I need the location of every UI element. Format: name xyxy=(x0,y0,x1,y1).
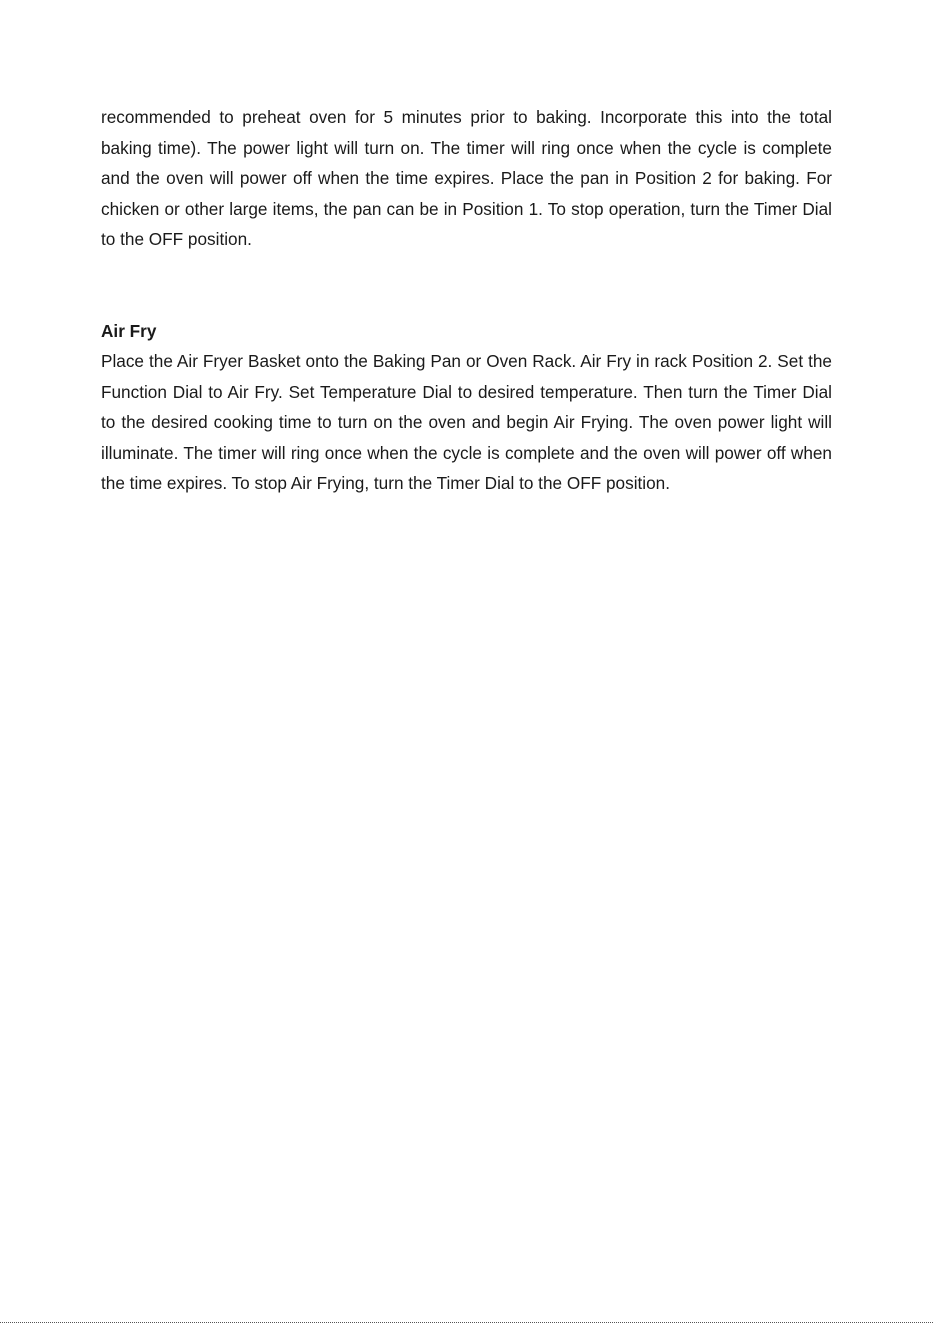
air-fry-heading: Air Fry xyxy=(101,321,157,341)
air-fry-paragraph: Place the Air Fryer Basket onto the Baking Pan or Oven Rack. Air Fry in rack Position 2. Set the Function Dial to Air Fry. Set Temperature Dial to desired temperature. Then turn the Timer Dial to the desired cooking time to turn on the oven and begin Air Frying. The oven power light will illuminate. The timer will ring once when the cycle is complete and the oven will power off when the time expires. To stop Air Frying, turn the Timer Dial to the OFF position. xyxy=(101,351,832,493)
page-bottom-divider xyxy=(0,1322,933,1323)
intro-paragraph: recommended to preheat oven for 5 minutes prior to baking. Incorporate this into the total baking time). The power light will turn on. The timer will ring once when the cycle is complete and the oven will power off when the time expires. Place the pan in Position 2 for baking. For chicken or other large items, the pan can be in Position 1. To stop operation, turn the Timer Dial to the OFF position. xyxy=(101,107,832,249)
